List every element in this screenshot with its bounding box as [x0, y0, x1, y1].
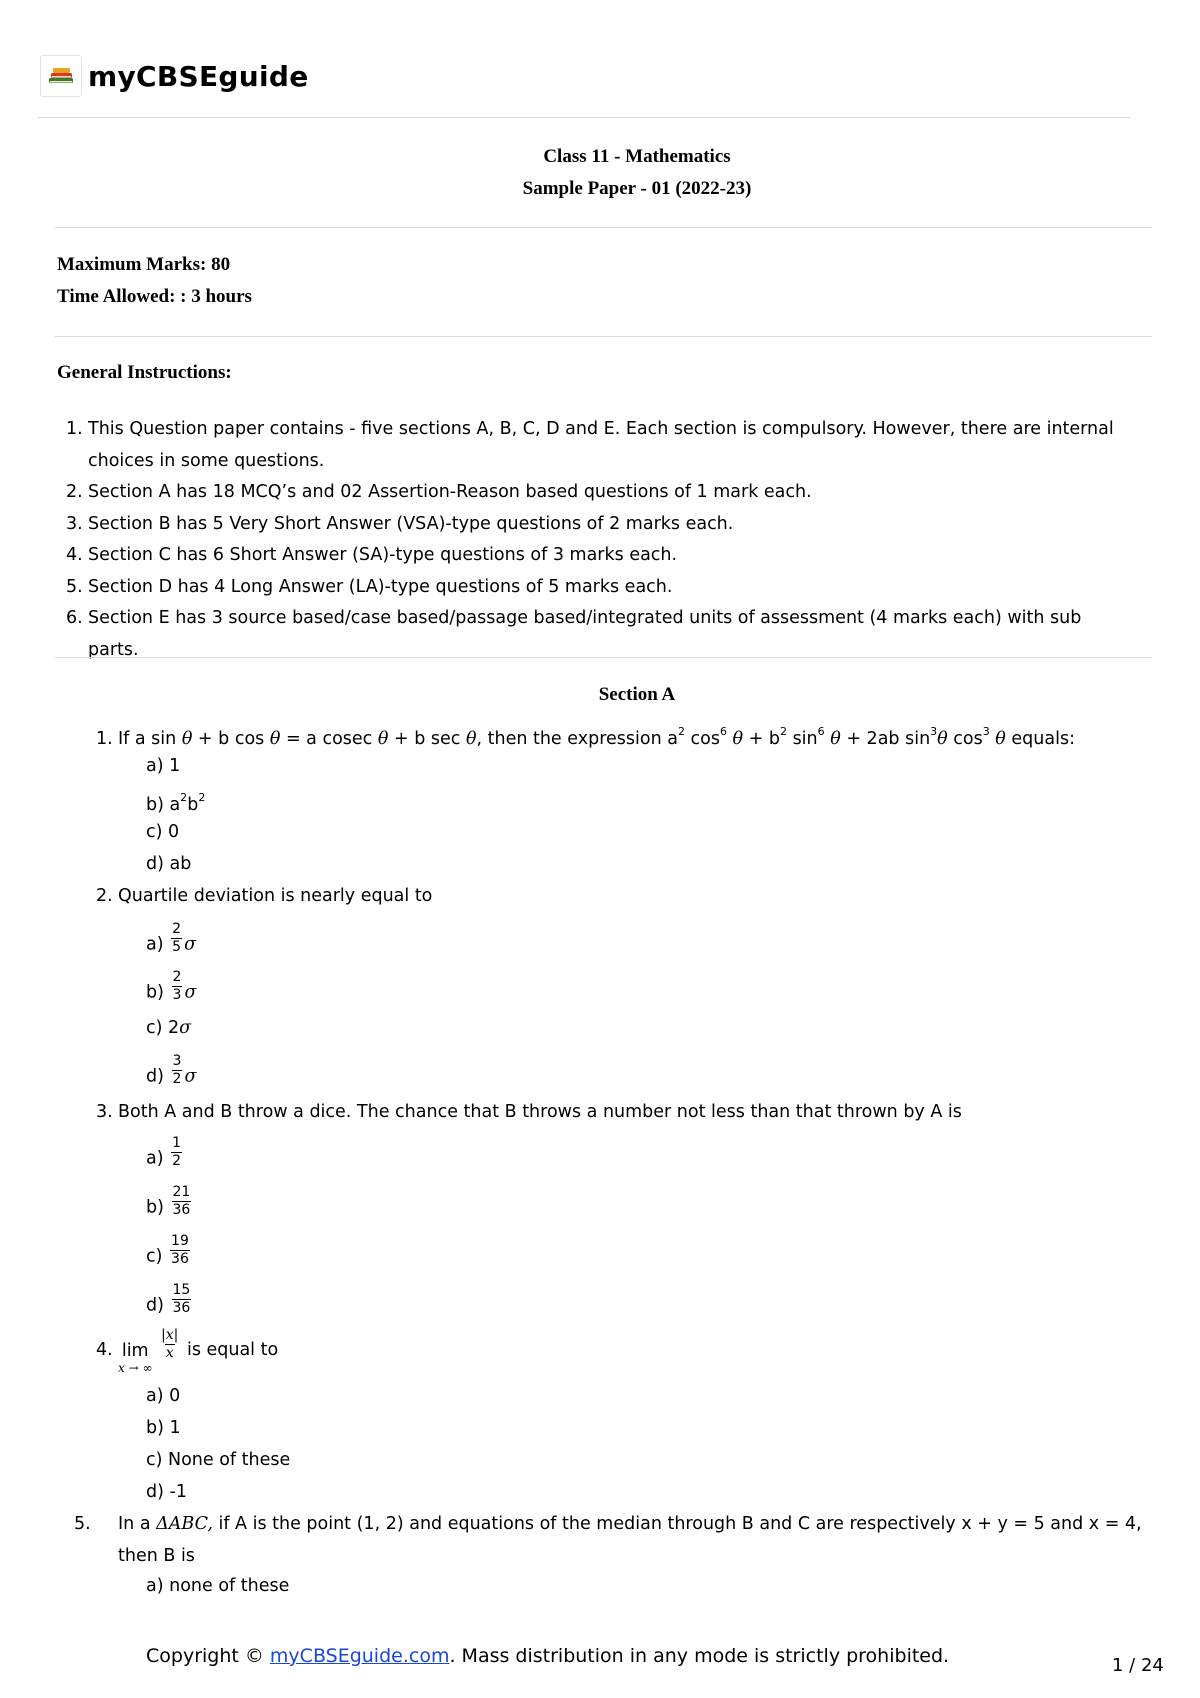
list-item: 5. Section D has 4 Long Answer (LA)-type questions of 5 marks each.	[66, 576, 673, 597]
option-d: d) ab	[146, 854, 192, 874]
list-item: 6. Section E has 3 source based/case based/passage based/integrated units of assessment (4 marks each) with sub parts.	[66, 608, 1082, 660]
time-allowed: Time Allowed: : 3 hours	[57, 286, 252, 307]
question-1: 1. If a sin θ + b cos θ = a cosec θ + b sec θ, then the expression $a^2$ $\cos^6 \theta + b^2$ $\sin^6 \theta + 2ab$ $\sin^3\theta$ $\cos^3 \theta$ equals:	[96, 725, 1075, 749]
brand-name: myCBSEguide	[88, 59, 309, 93]
mycbseguide-link[interactable]: myCBSEguide.com	[269, 1645, 450, 1667]
copyright-footer: Copyright © myCBSEguide.com. Mass distribution in any mode is strictly prohibited.	[146, 1645, 950, 1667]
option-a: a) none of these	[146, 1576, 290, 1596]
option-c: c) 2σ	[146, 1018, 192, 1038]
option-d: d) $\frac{3}{2}$ σ	[146, 1053, 197, 1087]
option-a: a) 1	[146, 756, 181, 776]
option-b: b) $a^2b^2$	[146, 791, 206, 815]
max-marks: Maximum Marks: 80	[57, 254, 231, 275]
question-5: 5. In a ΔABC, if A is the point (1, 2) and equations of the median through B and C are respectively x + y = 5 and x = 4, then B is	[74, 1514, 1142, 1566]
option-c: c) $\frac{19}{36}$	[146, 1233, 189, 1267]
class-title: Class 11 - Mathematics	[543, 146, 731, 167]
question-2: 2. Quartile deviation is nearly equal to	[96, 886, 433, 906]
book-stack-icon	[40, 55, 82, 97]
option-d: d) $\frac{15}{36}$	[146, 1282, 191, 1316]
list-item: 2. Section A has 18 MCQ’s and 02 Assertion-Reason based questions of 1 mark each.	[66, 482, 812, 502]
page-number: 1 / 24	[1112, 1655, 1164, 1676]
list-item: 1. This Question paper contains - five sections A, B, C, D and E. Each section is compulsory. However, there are internal choices in some questions.	[66, 419, 1114, 471]
meta-divider	[55, 336, 1152, 337]
option-b: b) $\frac{2}{3}$ σ	[146, 969, 197, 1003]
question-3: 3. Both A and B throw a dice. The chance that B throws a number not less than that thrown by A is	[96, 1102, 962, 1122]
option-a: a) 0	[146, 1386, 181, 1406]
list-item: 4. Section C has 6 Short Answer (SA)-type questions of 3 marks each.	[66, 545, 678, 565]
option-a: a) $\frac{2}{5}$ σ	[146, 921, 197, 955]
paper-title: Sample Paper - 01 (2022-23)	[522, 178, 752, 199]
instructions-title: General Instructions:	[57, 362, 232, 383]
option-c: c) 0	[146, 822, 180, 842]
question-4: 4. lim x → ∞ $\frac{|x|}{x}$ is equal to	[96, 1326, 279, 1375]
title-divider	[55, 227, 1152, 228]
option-d: d) -1	[146, 1482, 187, 1502]
option-c: c) None of these	[146, 1450, 291, 1470]
header-divider	[38, 117, 1130, 118]
instructions-list	[66, 414, 1126, 666]
instructions-divider	[55, 657, 1152, 658]
option-a: a) $\frac{1}{2}$	[146, 1135, 182, 1169]
section-title: Section A	[598, 684, 676, 705]
list-item: 3. Section B has 5 Very Short Answer (VSA)-type questions of 2 marks each.	[66, 513, 734, 534]
brand	[40, 55, 309, 97]
option-b: b) $\frac{21}{36}$	[146, 1184, 191, 1218]
option-b: b) 1	[146, 1418, 181, 1438]
